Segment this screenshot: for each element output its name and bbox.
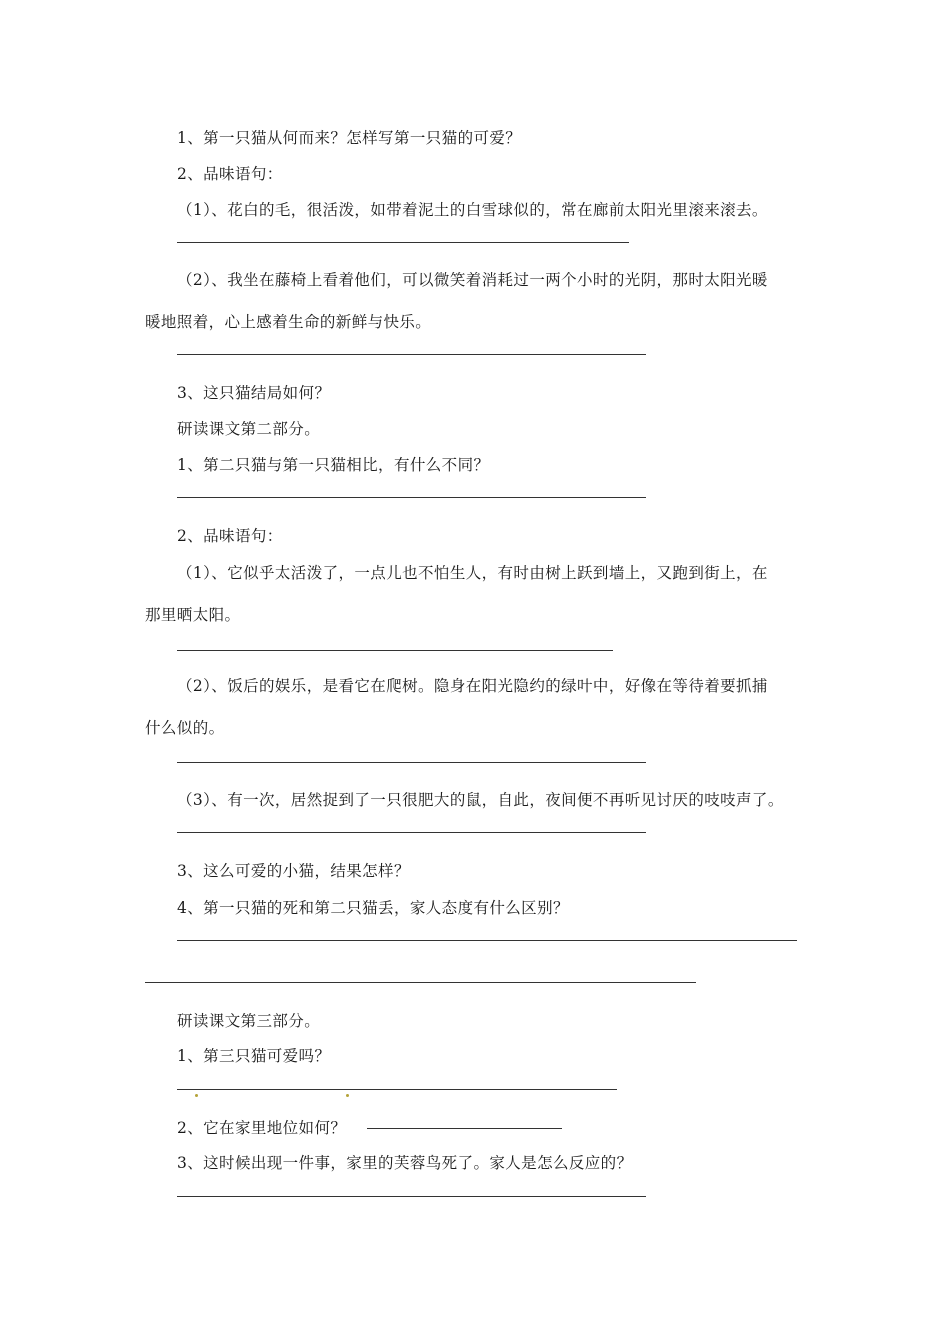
part2-sentence-1-line-1: （1）、它似乎太活泼了，一点儿也不怕生人，有时由树上跃到墙上，又跑到街上，在 — [177, 564, 768, 582]
answer-line — [177, 940, 797, 941]
part2-question-3: 3、这么可爱的小猫，结果怎样？ — [177, 862, 410, 880]
part1-sentence-1: （1）、花白的毛，很活泼，如带着泥土的白雪球似的，常在廊前太阳光里滚来滚去。 — [177, 201, 768, 219]
part3-question-3: 3、这时候出现一件事，家里的芙蓉鸟死了。家人是怎么反应的？ — [177, 1154, 633, 1172]
part3-question-1: 1、第三只猫可爱吗？ — [177, 1047, 331, 1065]
answer-line — [177, 1089, 617, 1090]
answer-line — [177, 762, 646, 763]
part1-question-1: 1、第一只猫从何而来？怎样写第一只猫的可爱？ — [177, 129, 522, 147]
part2-sentence-2-line-1: （2）、饭后的娱乐，是看它在爬树。隐身在阳光隐约的绿叶中，好像在等待着要抓捕 — [177, 677, 768, 695]
answer-line — [177, 242, 629, 243]
answer-line — [177, 650, 613, 651]
part2-question-1: 1、第二只猫与第一只猫相比，有什么不同？ — [177, 456, 490, 474]
part1-question-2: 2、品味语句： — [177, 165, 283, 183]
part2-sentence-1-line-2: 那里晒太阳。 — [145, 606, 241, 624]
part1-question-3: 3、这只猫结局如何？ — [177, 384, 331, 402]
part2-sentence-3: （3）、有一次，居然捉到了一只很肥大的鼠，自此，夜间便不再听见讨厌的吱吱声了。 — [177, 791, 784, 809]
part2-sentence-2-line-2: 什么似的。 — [145, 719, 225, 737]
marker-dot — [346, 1094, 349, 1097]
answer-line — [145, 982, 696, 983]
part2-question-2: 2、品味语句： — [177, 527, 283, 545]
answer-line — [177, 832, 646, 833]
part3-heading: 研读课文第三部分。 — [177, 1012, 321, 1030]
part2-heading: 研读课文第二部分。 — [177, 420, 321, 438]
part3-question-2: 2、它在家里地位如何？ — [177, 1119, 347, 1137]
part2-question-4: 4、第一只猫的死和第二只猫丢，家人态度有什么区别？ — [177, 899, 569, 917]
answer-line — [177, 497, 646, 498]
answer-line — [367, 1128, 562, 1129]
answer-line — [177, 1196, 646, 1197]
marker-dot — [195, 1094, 198, 1097]
part1-sentence-2-line-1: （2）、我坐在藤椅上看着他们，可以微笑着消耗过一两个小时的光阴，那时太阳光暖 — [177, 271, 768, 289]
part1-sentence-2-line-2: 暖地照着，心上感着生命的新鲜与快乐。 — [145, 313, 432, 331]
answer-line — [177, 354, 646, 355]
